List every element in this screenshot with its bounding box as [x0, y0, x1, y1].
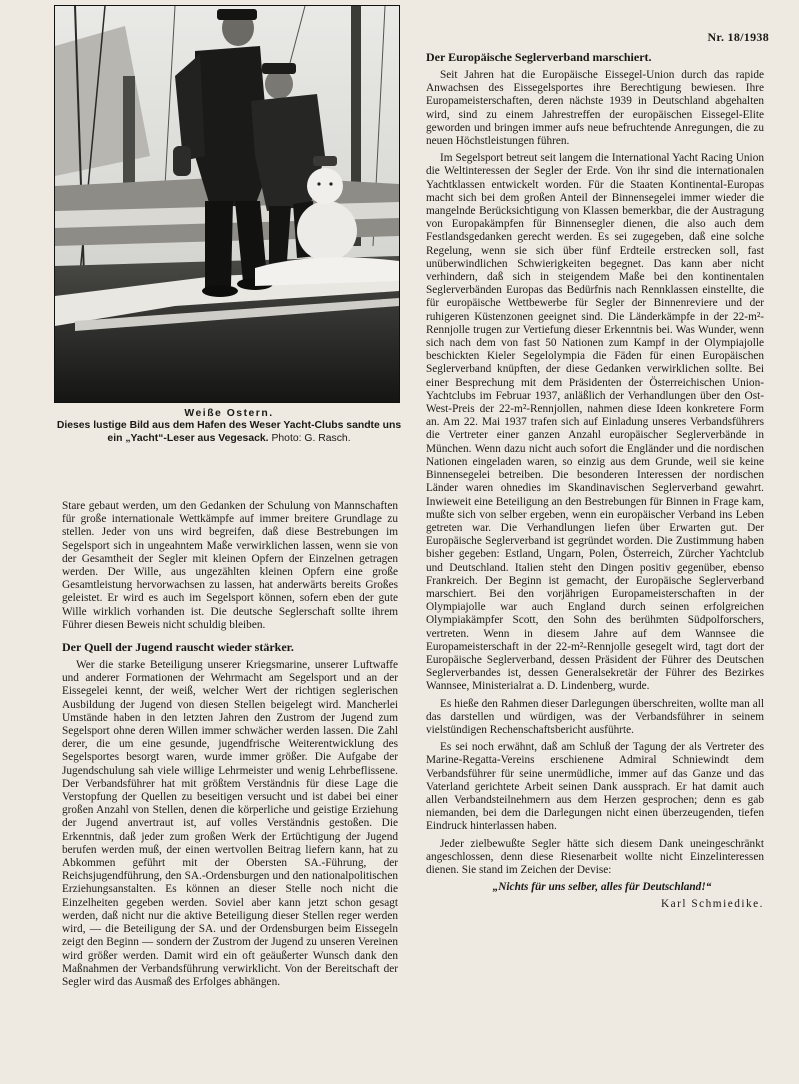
right-column — [426, 50, 764, 916]
photo-men-and-snowman — [54, 5, 400, 403]
body-paragraph: Jeder zielbewußte Segler hätte sich diesem Dank uneingeschränkt angeschlossen, denn diese Riesenarbeit wollte nicht Einzelinteressen dienen. Sie stand im Zeichen der Devise: — [426, 837, 764, 876]
intro-paragraph: Stare gebaut werden, um den Gedanken der Schulung von Mannschaften für große internationale Wettkämpfe auf immer breitere Grundlage zu stellen. Jeder von uns wird begreifen, daß diese Bestrebungen im Segelsport sich in ungeahntem Maße verwirklichen lassen, wenn sie von der Gesamtheit der Segler mit kleinen Opfern der Einzelnen getragen werden. Der Wille, aus ungezählten kleinen Opfern eine große Gesamtleistung hervorwachsen zu lassen, hat anderwärts bereits Großes geleistet. Er wird es auch im Segelsport können, sofern eben der gute Wille wirklich vorhanden ist. Die deutsche Seglerschaft sollte ihrem Führer diesen Beweis nicht schuldig bleiben. — [62, 500, 398, 631]
caption-title: Weiße Ostern. — [184, 408, 274, 419]
author-signature: Karl Schmiedike. — [660, 898, 764, 911]
left-column — [62, 500, 398, 993]
caption-text: Dieses lustige Bild aus dem Hafen des Weser Yacht-Clubs sandte uns ein „Yacht“-Leser aus Vegesack. — [56, 420, 402, 444]
motto: „Nichts für uns selber, alles für Deutschland!“ — [492, 881, 712, 894]
body-paragraph: Wer die starke Beteiligung unserer Kriegsmarine, unserer Luftwaffe und anderer Formationen der Wehrmacht am Segelsport und an der Eissegelei kennt, der weiß, welcher Wert der richtigen seglerischen Ausbildung der Jugend von diesen Stellen beigelegt wird. Mancherlei Umstände haben in den letzten Jahren den Zustrom der Jugend zum Segelsport ohne deren Willen immer schwächer werden lassen. Die Zahl derer, die um eine gesunde, jugendfrische Weiterentwicklung des Segelsportes besorgt waren, wurde immer größer. Die Aufgabe der Jugendschulung sah viele willige Lehrmeister und wenig Lehrbeflissene. Der Verbandsführer hat mit größtem Verständnis für diese Lage die Verstopfung der Quellen zu beseitigen versucht und ist dabei bei einer großen Anzahl von Stellen, denen die körperliche und geistige Erziehung der Jugend anvertraut ist, auf volles Verständnis gestoßen. Die Erkenntnis, daß jeder zum großen Werk der Ertüchtigung der Jugend berufen werden muß, der einen wertvollen Beitrag liefern kann, hat zu Abkommen geführt mit der Obersten SA.-Führung, der Reichsjugendführung, den SA.-Ordensburgen und den nationalpolitischen Erziehungsanstalten. Es können an dieser Stelle noch nicht die Einzelheiten gegeben werden. Soviel aber kann jetzt schon gesagt werden, daß nicht nur die aktive Beteiligung dieser Stellen reger werden wird, — die Beteiligung der SA. und der Ordensburgen beim Eissegeln zeigt den Beginn — sondern der Zustrom der Jugend zu unseren Vereinen wird größer werden. Damit wird ein oft geäußerter Wunsch dank den Maßnahmen der Verbandsführung verwirklicht. Von der Bereitschaft der Segler wird das Ausmaß des Erfolges abhängen. — [62, 659, 398, 988]
body-paragraph: Es sei noch erwähnt, daß am Schluß der Tagung der als Vertreter des Marine-Regatta-Vereins erschienene Admiral Schniewindt dem Verbandsführer für seine unermüdliche, immer auf das Ganze und das Vaterland gerichtete Arbeit seinen Dank aussprach. Er hat damit auch allen Verbandsteilnehmern aus dem Herzen gesprochen; denn es gab niemanden, bei dem die Darlegungen nicht einen überzeugenden, tiefen Eindruck hinterlassen haben. — [426, 741, 764, 833]
photo-caption — [54, 408, 404, 445]
body-paragraph: Im Segelsport betreut seit langem die International Yacht Racing Union die Weltinteressen der Segler der Erde. Von ihr sind die internationalen Yachtklassen entwickelt worden. Für die Staaten Kontinental-Europas macht sich bei dem großen Anteil der Binnensegelei immer wieder die mangelnde Berücksichtigung von Klassen bemerkbar, die der Austragung von Europakämpfen für Binnensegler dienen, die also auch dem Festlandsgedanken gerecht werden. Es sei zugegeben, daß eine solche Regelung, wenn sie sich über fünf Erdteile erstrecken soll, fast unüberwindlichen Schwierigkeiten begegnet. Das kann aber nicht verhindern, daß sich in steigendem Maße bei den kontinentalen Seglerverbänden Europas das Bedürfnis nach Rennklassen einstellte, die für europäische Wettbewerbe für Segler der Binnenreviere und der ruhigeren Küstenzonen geeignet sind. Die Länderkämpfe in der 22-m²-Rennjolle trugen zur Vertiefung dieser Erkenntnis bei. Was Wunder, wenn sich nach dem von fast 50 Nationen zum Kampf in der Olympiajolle beschickten Kieler Segelolympia die Fäden für einen Europäischen Seglerverband knüpften, der diese Gedanken verwirklichen sollte. Bei einer Besprechung mit dem Präsidenten der Österreichischen Union-Yachtclubs im Februar 1937, anläßlich der Verhandlungen über den Ost-West-Preis der 22-m²-Rennjollen, nahmen diese Ideen konkretere Form an. Am 22. Mai 1937 trafen sich auf Einladung unseres Verbandsführers die Vertreter einer ganzen Anzahl europäischer Seglerverbände in München. Wenn dazu nicht auch sofort die Engländer und die nordischen Nationen eingeladen waren, so einzig aus dem Grunde, weil sie keine Binnensegelei betreiben. Die besonderen Interessen der nordischen Länder waren ohnedies im Skandinavischen Seglerverband gewahrt. Inwieweit eine Beteiligung an den Bestrebungen für Binnen in Frage kam, mußte sich von selber ergeben, wenn ein europäischer Verband ins Leben getreten war. Die Verhandlungen liefen über Erwarten gut. Der Europäische Seglerverband ist gegründet worden. Die Zustimmung haben bisher gegeben: Estland, Ungarn, Polen, Österreich, Zürcher Yachtclub und Deutschland. Italien steht den Dingen positiv gegenüber, ebenso Frankreich. Der Beginn ist gemacht, der Europäische Seglerverband marschiert. Bei den vorjährigen Europameisterschaften in der Olympiajolle war auch England durch seinen erfolgreichen Olympiakämpfer Scott, den Sohn des berühmten Südpolforschers, vertreten. Wenn in diesem Jahre auf dem Wannsee die Europameisterschaft in der 22-m²-Rennjolle gesegelt wird, tagt dort der Europäische Seglerverband, dessen Präsident der Führer des Deutschen Seglerverbandes ist, dessen Generalsekretär der Führer des Bezirkes Wannsee, Ministerialrat a. D. Lindenberg, wurde. — [426, 152, 764, 693]
page-number: Nr. 18/1938 — [707, 30, 769, 44]
caption-body — [54, 420, 404, 445]
photo-credit: Photo: G. Rasch. — [271, 432, 351, 444]
section-heading-jugend: Der Quell der Jugend rauscht wieder stärker. — [62, 640, 294, 655]
section-heading-seglerverband: Der Europäische Seglerverband marschiert. — [426, 50, 652, 64]
body-paragraph: Es hieße den Rahmen dieser Darlegungen überschreiten, wollte man all das darstellen und würdigen, was der Verbandsführer in seinem vielstündigen Rechenschaftsbericht ausführte. — [426, 697, 764, 736]
body-paragraph: Seit Jahren hat die Europäische Eissegel-Union durch das rapide Anwachsen des Eissegelsportes ihre Berechtigung bewiesen. Ihre Europameisterschaften, deren nächste 1939 in Deutschland abgehalten wird, sind zu einem Jahrestreffen der europäischen Eissegel-Elite geworden und bringen immer aufs neue befruchtende Anregungen, die zu neuen Höchstleistungen führen. — [426, 69, 764, 148]
